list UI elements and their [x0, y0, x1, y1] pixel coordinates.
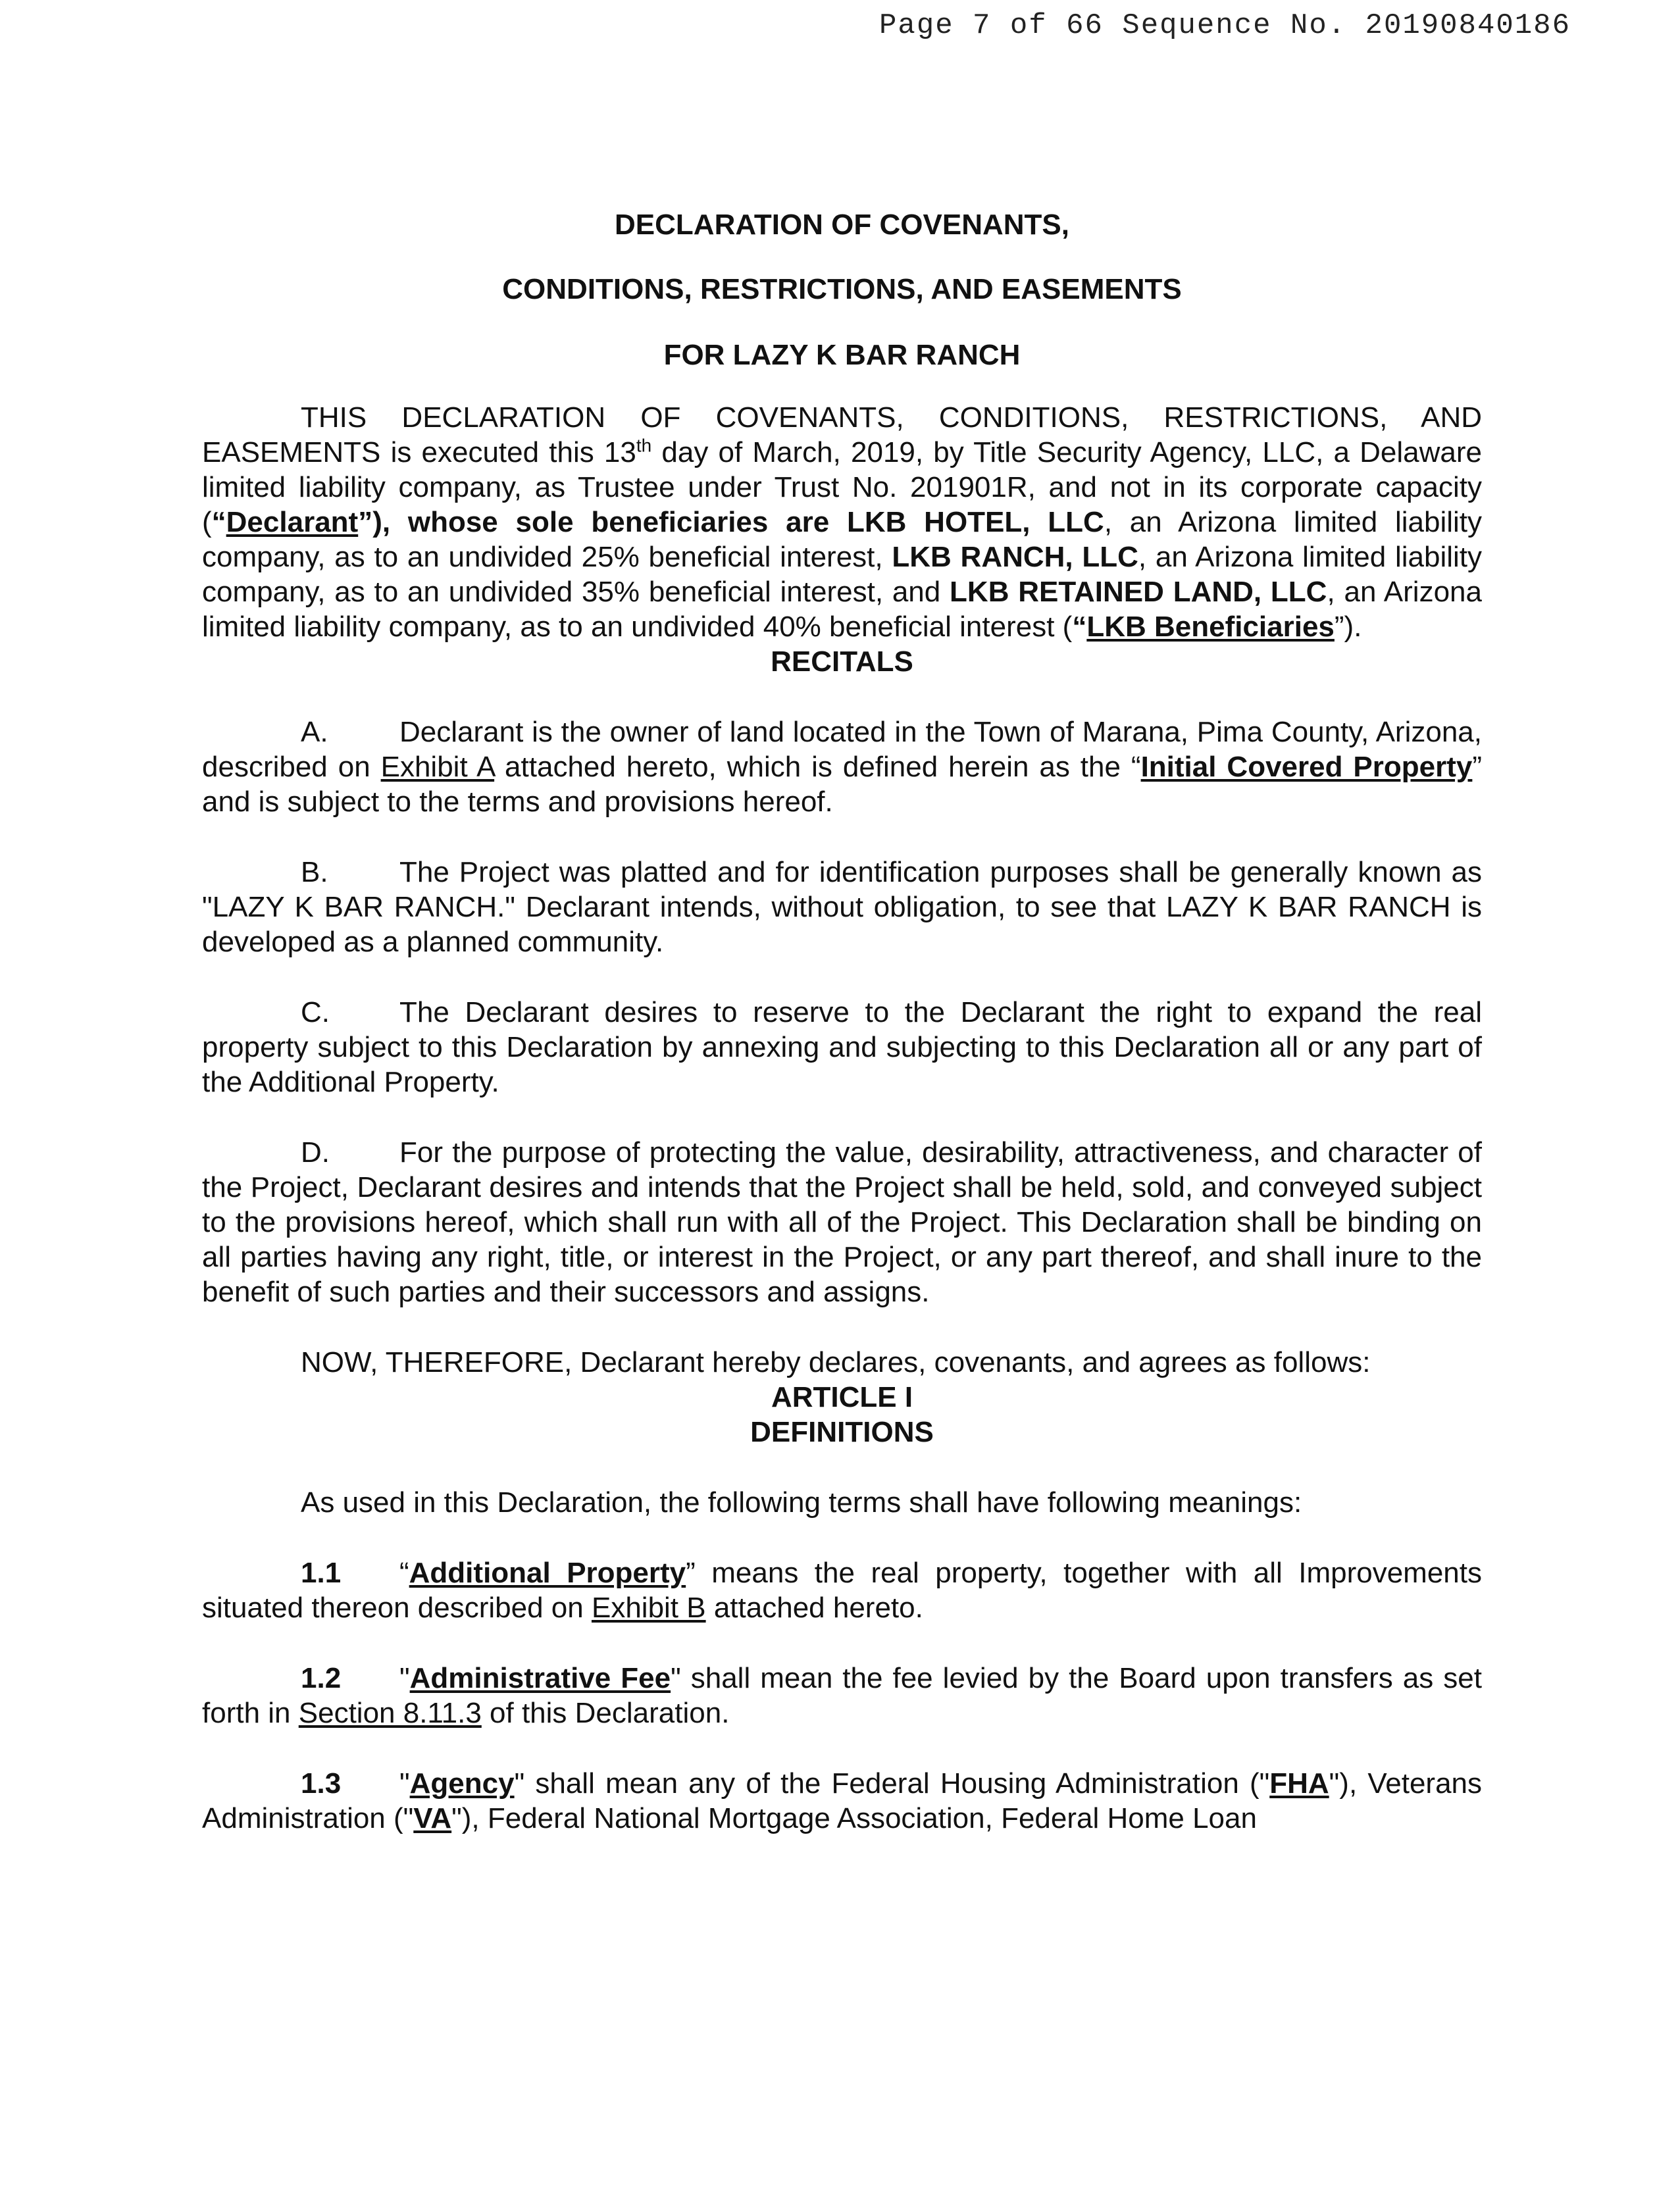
- document-title-line-3: FOR LAZY K BAR RANCH: [663, 339, 1021, 371]
- now-therefore-paragraph: NOW, THEREFORE, Declarant hereby declares, covenants, and agrees as follows:: [301, 1346, 1371, 1378]
- term-administrative-fee: Administrative Fee: [409, 1662, 671, 1694]
- page-sequence-header: Page 7 of 66 Sequence No. 20190840186: [879, 9, 1571, 42]
- term-declarant: Declarant: [226, 506, 359, 538]
- entity-lkb-retained-land: LKB RETAINED LAND, LLC: [950, 576, 1327, 608]
- document-title-line-2: CONDITIONS, RESTRICTIONS, AND EASEMENTS: [502, 273, 1182, 305]
- term-fha: FHA: [1269, 1767, 1329, 1800]
- recital-c: C. The Declarant desires to reserve to the Declarant the right to expand the real property subject to this Declaration by annexing and subjecting to this Declaration all or any part of the Additional Property.: [202, 996, 1482, 1098]
- entity-lkb-hotel: LKB HOTEL, LLC: [846, 506, 1104, 538]
- recital-d: D. For the purpose of protecting the value, desirability, attractiveness, and character of the Project, Declarant desires and intends that the Project shall be held, sold, and conveyed subject to the provisions hereof, which shall run with all of the Project. This Declaration shall be binding on all parties having any right, title, or interest in the Project, or any part thereof, and shall inure to the benefit of such parties and their successors and assigns.: [202, 1136, 1482, 1308]
- recital-a: A. Declarant is the owner of land located in the Town of Marana, Pima County, Arizona, described on Exhibit A attached hereto, which is defined herein as the “Initial Covered Property” and is subject to the terms and provisions hereof.: [202, 716, 1483, 818]
- term-va: VA: [413, 1802, 452, 1834]
- document-page: [202, 211, 1482, 1836]
- section-1-2: 1.2 "Administrative Fee" shall mean the fee levied by the Board upon transfers as set forth in Section 8.11.3 of this Declaration.: [202, 1662, 1482, 1729]
- intro-paragraph: THIS DECLARATION OF COVENANTS, CONDITIONS, RESTRICTIONS, AND EASEMENTS is executed this 13th day of March, 2019, by Title Security Agency, LLC, a Delaware limited liability company, as Trustee under Trust No. 201901R, and not in its corporate capacity (“Declarant”), whose sole beneficiaries are LKB HOTEL, LLC, an Arizona limited liability company, as to an undivided 25% beneficial interest, LKB RANCH, LLC, an Arizona limited liability company, as to an undivided 35% beneficial interest, and LKB RETAINED LAND, LLC, an Arizona limited liability company, as to an undivided 40% beneficial interest (“LKB Beneficiaries”).: [202, 401, 1483, 643]
- recitals-heading: RECITALS: [771, 645, 913, 678]
- document-title-line-1: DECLARATION OF COVENANTS,: [615, 209, 1069, 241]
- entity-lkb-ranch: LKB RANCH, LLC: [892, 541, 1138, 573]
- article-title: DEFINITIONS: [750, 1416, 934, 1448]
- definitions-intro: As used in this Declaration, the following terms shall have following meanings:: [301, 1486, 1302, 1519]
- exhibit-a-reference: Exhibit A: [380, 751, 495, 783]
- term-agency: Agency: [409, 1767, 515, 1800]
- section-1-3: 1.3 "Agency" shall mean any of the Federal Housing Administration ("FHA"), Veterans Administration ("VA"), Federal National Mortgage Association, Federal Home Loan: [202, 1767, 1483, 1834]
- section-8-11-3-reference: Section 8.11.3: [298, 1697, 482, 1729]
- article-heading: ARTICLE I: [771, 1381, 913, 1413]
- term-initial-covered-property: Initial Covered Property: [1140, 751, 1473, 783]
- term-lkb-beneficiaries: LKB Beneficiaries: [1086, 611, 1335, 643]
- exhibit-b-reference: Exhibit B: [591, 1592, 706, 1624]
- term-additional-property: Additional Property: [409, 1557, 686, 1589]
- section-1-1: 1.1 “Additional Property” means the real property, together with all Improvements situated thereon described on Exhibit B attached hereto.: [202, 1557, 1483, 1624]
- recital-b: B. The Project was platted and for identification purposes shall be generally known as "LAZY K BAR RANCH." Declarant intends, without obligation, to see that LAZY K BAR RANCH is developed as a planned community.: [202, 856, 1482, 958]
